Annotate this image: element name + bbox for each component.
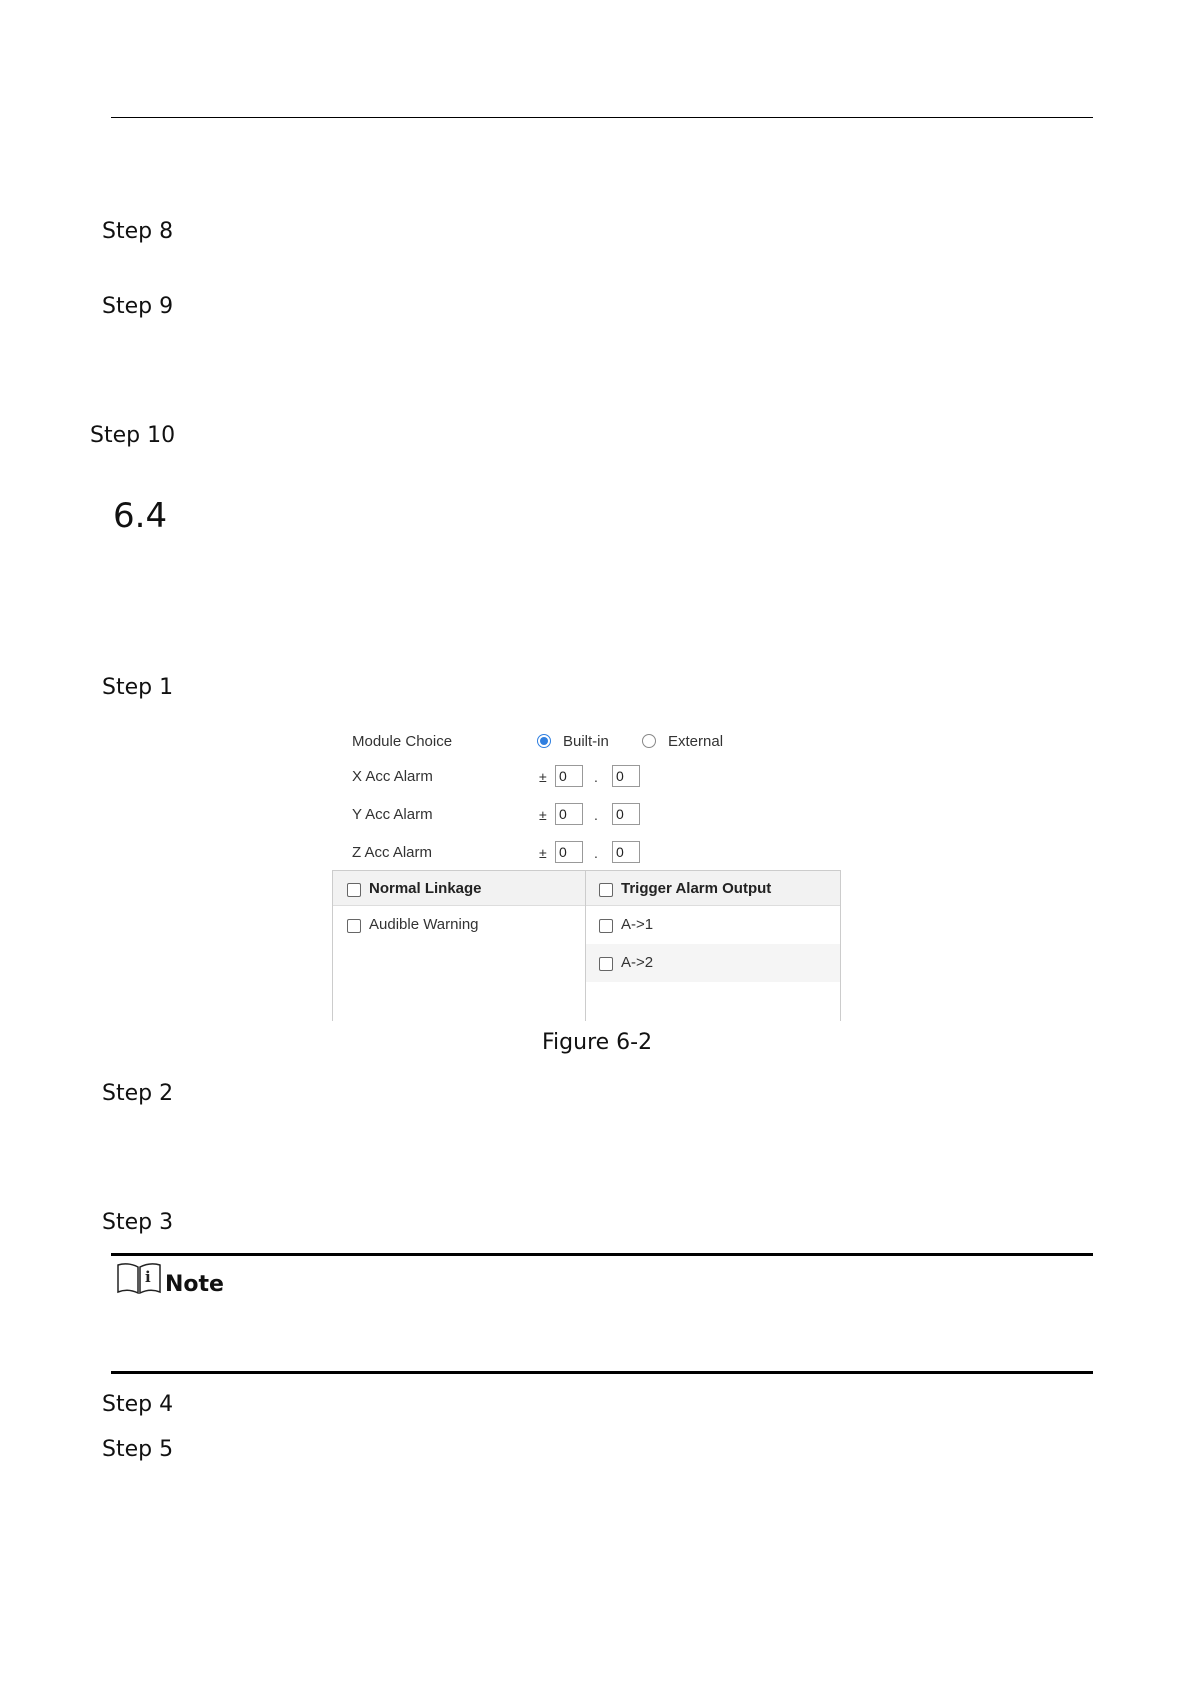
y-dec-input[interactable]: 0 — [612, 803, 640, 825]
output-a2-checkbox[interactable] — [599, 957, 613, 971]
x-dec-input[interactable]: 0 — [612, 765, 640, 787]
x-plus-minus: ± — [539, 769, 547, 785]
z-plus-minus: ± — [539, 845, 547, 861]
svg-text:i: i — [145, 1268, 151, 1286]
y-int-input[interactable]: 0 — [555, 803, 583, 825]
x-acc-alarm-label: X Acc Alarm — [352, 768, 433, 785]
x-acc-alarm-row — [330, 765, 840, 789]
note-label: Note — [165, 1272, 224, 1297]
step-5-label: Step 5 — [102, 1437, 174, 1462]
z-int-input[interactable]: 0 — [555, 841, 583, 863]
audible-warning-label: Audible Warning — [369, 916, 479, 933]
y-decimal-point: . — [594, 807, 598, 823]
y-acc-alarm-label: Y Acc Alarm — [352, 806, 433, 823]
external-radio[interactable] — [642, 734, 656, 748]
module-choice-label: Module Choice — [352, 733, 453, 750]
note-bottom-rule — [111, 1371, 1093, 1374]
step-8-label: Step 8 — [102, 219, 174, 244]
builtin-radio-label: Built-in — [563, 733, 609, 750]
normal-linkage-checkbox[interactable] — [347, 883, 361, 897]
x-int-input[interactable]: 0 — [555, 765, 583, 787]
linkage-table — [332, 870, 841, 1021]
output-a1-label: A->1 — [621, 916, 654, 933]
output-a2-label: A->2 — [621, 954, 654, 971]
z-acc-alarm-row — [330, 841, 840, 865]
step-1-label: Step 1 — [102, 675, 174, 700]
y-plus-minus: ± — [539, 807, 547, 823]
header-rule — [111, 117, 1093, 118]
module-choice-row — [330, 730, 840, 754]
trigger-alarm-output-header: Trigger Alarm Output — [621, 880, 772, 897]
z-decimal-point: . — [594, 845, 598, 861]
step-9-label: Step 9 — [102, 294, 174, 319]
figure-caption: Figure 6-2 — [542, 1030, 653, 1055]
x-decimal-point: . — [594, 769, 598, 785]
y-acc-alarm-row — [330, 803, 840, 827]
section-number: 6.4 — [113, 496, 168, 536]
normal-linkage-header: Normal Linkage — [369, 880, 482, 897]
linkage-column-divider — [585, 871, 586, 1021]
output-a1-checkbox[interactable] — [599, 919, 613, 933]
audible-warning-checkbox[interactable] — [347, 919, 361, 933]
builtin-radio[interactable] — [537, 734, 551, 748]
note-top-rule — [111, 1253, 1093, 1256]
step-4-label: Step 4 — [102, 1392, 174, 1417]
z-acc-alarm-label: Z Acc Alarm — [352, 844, 433, 861]
figure-6-2 — [330, 724, 840, 1024]
step-3-label: Step 3 — [102, 1210, 174, 1235]
z-dec-input[interactable]: 0 — [612, 841, 640, 863]
trigger-alarm-output-checkbox[interactable] — [599, 883, 613, 897]
external-radio-label: External — [668, 733, 724, 750]
step-2-label: Step 2 — [102, 1081, 174, 1106]
step-10-label: Step 10 — [90, 423, 176, 448]
info-book-icon — [116, 1262, 162, 1294]
